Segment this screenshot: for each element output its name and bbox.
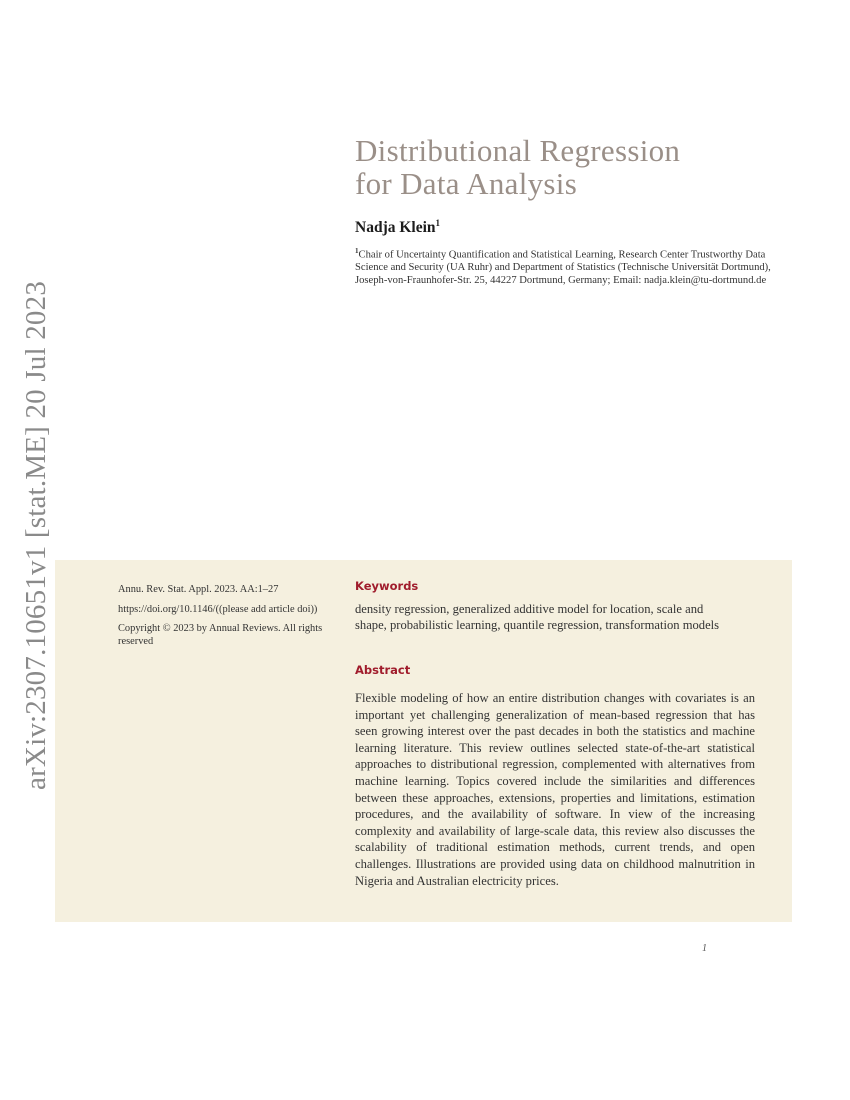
abstract-heading: Abstract — [355, 663, 411, 677]
affiliation-mark: 1 — [355, 247, 359, 255]
abstract-text: Flexible modeling of how an entire distribution changes with covariates is an important yet challenging generalization of mean-based regression that has seen growing interest over the past decades in both the statistics and machine learning literature. This review outlines selected state-of-the-art statistical approaches to distributional regression, complemented with alternatives from machine learning. Topics covered include the similarities and differences between these approaches, extensions, properties and limitations, estimation procedures, and the availability of software. In view of the increasing complexity and availability of large-scale data, this review also discusses the scalability of traditional estimation methods, current trends, and open challenges. Illustrations are provided using data on childhood malnutrition in Nigeria and Australian electricity prices. — [355, 691, 755, 888]
author — [355, 218, 440, 237]
author-affiliation-mark: 1 — [435, 218, 441, 228]
doi-link[interactable]: https://doi.org/10.1146/((please add article doi)) — [118, 603, 318, 615]
affiliation-text: Chair of Uncertainty Quantification and Statistical Learning, Research Center Trustworthy Data Science and Security (UA Ruhr) and Department of Statistics (Technische Universität Dortmund), Joseph-von-Fraunhofer-Str. 25, 44227 Dortmund, Germany; Email: nadja.klein@tu-dortmund.de — [355, 249, 771, 286]
paper-title — [355, 134, 680, 200]
arxiv-identifier-stamp: arXiv:2307.10651v1 [stat.ME] 20 Jul 2023 — [20, 280, 52, 790]
keywords-heading: Keywords — [355, 579, 419, 593]
author-name: Nadja Klein — [355, 219, 436, 237]
title-line-2: for Data Analysis — [355, 166, 578, 201]
publication-metadata — [118, 584, 328, 655]
affiliation — [355, 245, 775, 287]
copyright-notice: Copyright © 2023 by Annual Reviews. All rights reserved — [118, 623, 323, 647]
title-line-1: Distributional Regression — [355, 133, 681, 168]
keywords-text: density regression, generalized additive model for location, scale and shape, probabilistic learning, quantile regression, transformation models — [355, 602, 720, 633]
journal-citation: Annu. Rev. Stat. Appl. 2023. AA:1–27 — [118, 584, 279, 595]
page-number: 1 — [702, 943, 707, 954]
